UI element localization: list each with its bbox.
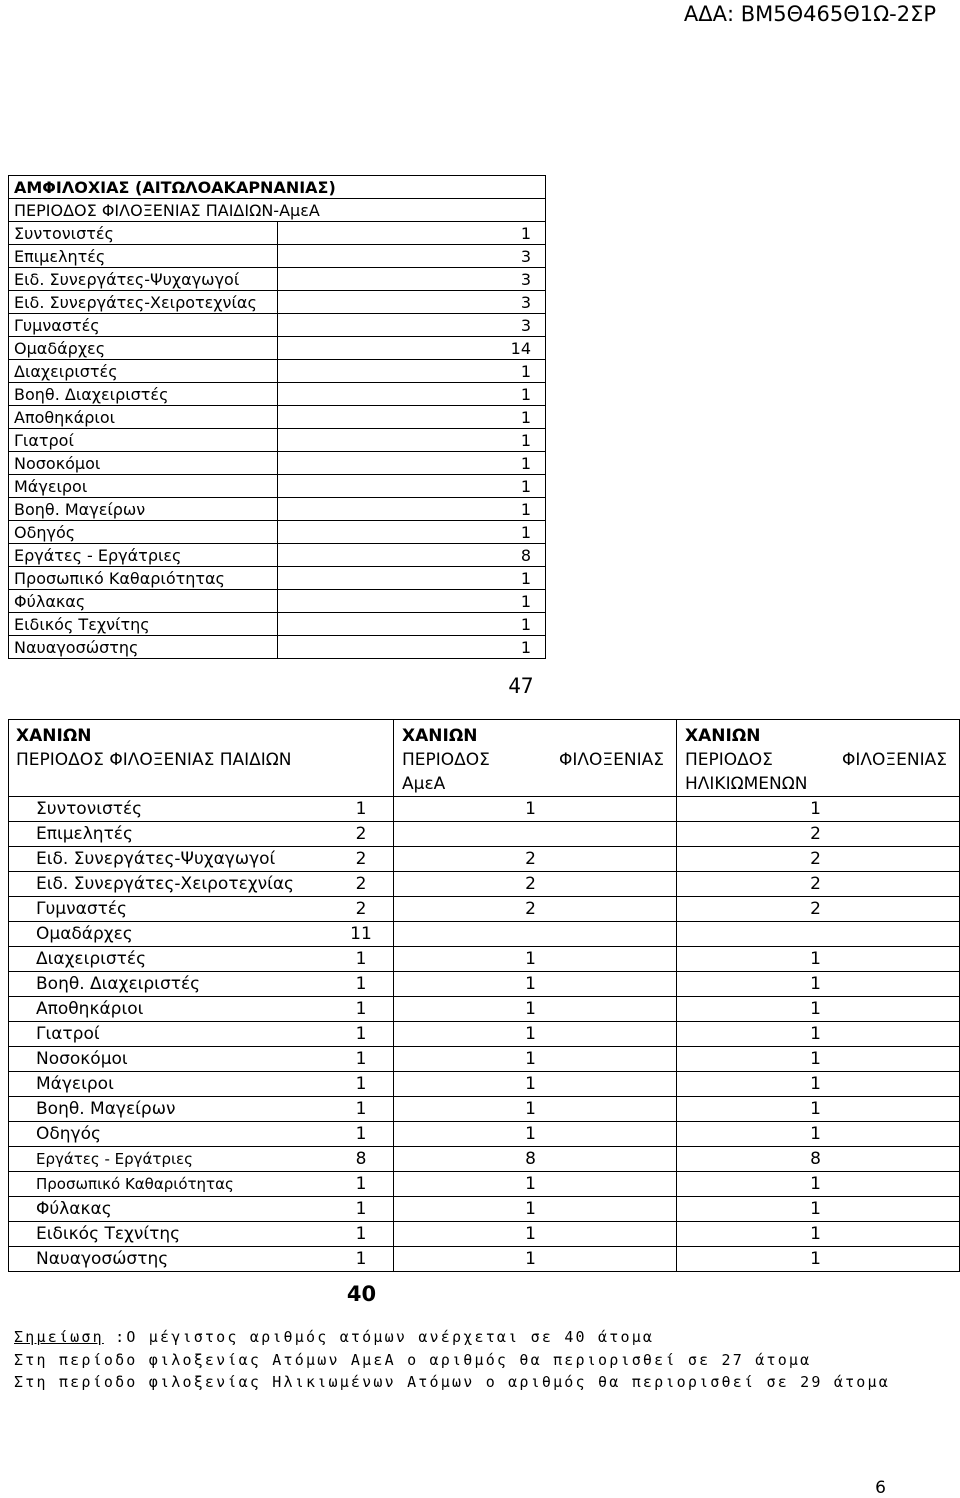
row-value: 1 (277, 613, 546, 636)
table-row (9, 590, 546, 613)
row-value-col3: 1 (677, 972, 960, 997)
row-value-col2: 1 (394, 1022, 677, 1047)
total-row (9, 659, 546, 698)
row-value-col1: 2 (355, 898, 367, 919)
row-value-col3: 1 (677, 1172, 960, 1197)
row-value-col3: 1 (677, 1047, 960, 1072)
table-row (9, 245, 546, 268)
row-value-col3 (677, 922, 960, 947)
row-value-col3: 1 (677, 1097, 960, 1122)
table-row (9, 1122, 960, 1147)
row-label: Ειδ. Συνεργάτες-Ψυχαγωγοί (9, 268, 278, 291)
row-label: Αποθηκάριοι (9, 406, 278, 429)
row-label: Προσωπικό Καθαριότητας (9, 567, 278, 590)
row-value-col1: 1 (355, 1198, 367, 1219)
col3-title: ΧΑΝΙΩΝ (685, 726, 761, 746)
row-value-col3: 1 (677, 1197, 960, 1222)
row-value-col1: 1 (355, 1098, 367, 1119)
row-value: 1 (277, 429, 546, 452)
table-row (9, 613, 546, 636)
row-label-cell (9, 1147, 394, 1172)
row-value-col3: 1 (677, 1022, 960, 1047)
row-value-col1: 1 (355, 1173, 367, 1194)
table-row (9, 429, 546, 452)
row-label: Βοηθ. Διαχειριστές (9, 383, 278, 406)
row-value-col1: 1 (355, 1223, 367, 1244)
row-value: 1 (277, 383, 546, 406)
row-value-col2: 1 (394, 1172, 677, 1197)
row-value-col2 (394, 822, 677, 847)
row-label: Συντονιστές (36, 798, 143, 819)
table-row (9, 383, 546, 406)
table-row (9, 222, 546, 245)
row-label-cell (9, 1022, 394, 1047)
col1-header (9, 720, 394, 797)
row-label: Νοσοκόμοι (9, 452, 278, 475)
row-value: 1 (277, 222, 546, 245)
table-row (9, 268, 546, 291)
row-value: 1 (277, 567, 546, 590)
row-value-col2: 1 (394, 1197, 677, 1222)
table-row (9, 406, 546, 429)
row-value-col3: 1 (677, 1222, 960, 1247)
table-row (9, 521, 546, 544)
row-value-col1: 2 (355, 823, 367, 844)
total-spacer (677, 1272, 960, 1307)
row-label-cell (9, 1097, 394, 1122)
ada-header: ΑΔΑ: ΒΜ5Θ465Θ1Ω-2ΣΡ (683, 2, 936, 26)
row-value-col2: 1 (394, 1122, 677, 1147)
col3-sub-a: ΠΕΡΙΟΔΟΣ (685, 750, 773, 770)
total-row (9, 1272, 960, 1307)
note-line-1 (14, 1326, 914, 1349)
row-value: 1 (277, 406, 546, 429)
row-value-col1: 8 (355, 1148, 367, 1169)
row-value-col3: 1 (677, 947, 960, 972)
table-row (9, 1147, 960, 1172)
note-label: Σημείωση (14, 1328, 104, 1346)
col2-sub-c: ΑμεΑ (402, 774, 446, 794)
row-label: Εργάτες - Εργάτριες (9, 544, 278, 567)
table-row (9, 475, 546, 498)
table-row (9, 972, 960, 997)
row-value-col1: 1 (355, 948, 367, 969)
row-value-col1: 1 (355, 1123, 367, 1144)
row-value-col3: 1 (677, 1122, 960, 1147)
row-value-col3: 1 (677, 1247, 960, 1272)
table-row (9, 314, 546, 337)
col2-header (394, 720, 677, 797)
col2-title: ΧΑΝΙΩΝ (402, 726, 478, 746)
row-value-col3: 2 (677, 847, 960, 872)
row-label: Φύλακας (9, 590, 278, 613)
row-value: 3 (277, 245, 546, 268)
total-cell (9, 1272, 394, 1307)
row-value: 1 (277, 498, 546, 521)
row-label: Μάγειροι (36, 1073, 114, 1094)
table-row (9, 897, 960, 922)
note-line-2: Στη περίοδο φιλοξενίας Ατόμων ΑμεΑ ο αριθμός θα περιορισθεί σε 27 άτομα (14, 1350, 812, 1369)
row-label-cell (9, 897, 394, 922)
row-value: 1 (277, 590, 546, 613)
table-row (9, 1072, 960, 1097)
row-value: 1 (277, 636, 546, 659)
row-label: Διαχειριστές (9, 360, 278, 383)
row-label-cell (9, 947, 394, 972)
table-row (9, 498, 546, 521)
row-label-cell (9, 1222, 394, 1247)
row-label-cell (9, 872, 394, 897)
row-value-col1: 1 (355, 1248, 367, 1269)
row-value-col2: 2 (394, 897, 677, 922)
row-label-cell (9, 822, 394, 847)
row-value: 1 (277, 452, 546, 475)
row-value-col2: 1 (394, 1097, 677, 1122)
row-label-cell (9, 1197, 394, 1222)
col3-sub-b: ΦΙΛΟΞΕΝΙΑΣ (842, 750, 947, 770)
page-number: 6 (875, 1478, 886, 1498)
table-row (9, 1047, 960, 1072)
row-value-col2: 2 (394, 847, 677, 872)
table-row (9, 636, 546, 659)
note-line-1-text: :Ο μέγιστος αριθμός ατόμων ανέρχεται σε 40 άτομα (103, 1328, 655, 1346)
row-label: Ειδικός Τεχνίτης (36, 1223, 181, 1244)
row-value-col2 (394, 922, 677, 947)
row-value-col1: 2 (355, 873, 367, 894)
row-label: Οδηγός (9, 521, 278, 544)
row-label-cell (9, 1047, 394, 1072)
row-label: Ειδικός Τεχνίτης (9, 613, 278, 636)
row-label-cell (9, 1247, 394, 1272)
note-line-3: Στη περίοδο φιλοξενίας Ηλικιωμένων Ατόμων ο αριθμός θα περιορισθεί σε 29 άτομα (14, 1373, 890, 1391)
row-value: 3 (277, 314, 546, 337)
row-value-col1: 2 (355, 848, 367, 869)
row-label: Επιμελητές (36, 823, 133, 844)
table-row (9, 872, 960, 897)
row-label: Ναυαγοσώστης (36, 1248, 169, 1269)
table-row (9, 947, 960, 972)
row-label: Οδηγός (36, 1123, 101, 1144)
row-label: Αποθηκάριοι (36, 998, 144, 1019)
col3-header (677, 720, 960, 797)
row-value-col2: 2 (394, 872, 677, 897)
table1-subtitle: ΠΕΡΙΟΔΟΣ ΦΙΛΟΞΕΝΙΑΣ ΠΑΙΔΙΩΝ-ΑμεΑ (9, 199, 546, 222)
row-label: Ειδ. Συνεργάτες-Χειροτεχνίας (36, 873, 295, 894)
table-row (9, 1022, 960, 1047)
table-row (9, 847, 960, 872)
row-value-col3: 2 (677, 872, 960, 897)
row-value: 8 (277, 544, 546, 567)
row-value-col1: 1 (355, 973, 367, 994)
row-value-col2: 1 (394, 997, 677, 1022)
row-value-col1: 11 (350, 923, 372, 944)
row-label: Επιμελητές (9, 245, 278, 268)
row-value-col3: 1 (677, 997, 960, 1022)
table-row (9, 822, 960, 847)
col1-title: ΧΑΝΙΩΝ (16, 726, 92, 746)
table2-header-row (9, 720, 960, 797)
staff-table-chanion (8, 719, 960, 1306)
row-label: Προσωπικό Καθαριότητας (36, 1174, 234, 1193)
row-label-cell (9, 922, 394, 947)
total-spacer (394, 1272, 677, 1307)
row-value-col3: 8 (677, 1147, 960, 1172)
row-label: Βοηθ. Μαγείρων (9, 498, 278, 521)
table-row (9, 291, 546, 314)
table-row (9, 1097, 960, 1122)
row-label: Ειδ. Συνεργάτες-Ψυχαγωγοί (36, 848, 276, 869)
row-value-col2: 1 (394, 1247, 677, 1272)
table-row (9, 997, 960, 1022)
row-label: Ομαδάρχες (9, 337, 278, 360)
table-row (9, 797, 960, 822)
table2-total: 40 (346, 1282, 377, 1306)
row-value-col1: 1 (355, 1048, 367, 1069)
col1-subtitle: ΠΕΡΙΟΔΟΣ ΦΙΛΟΞΕΝΙΑΣ ΠΑΙΔΙΩΝ (16, 750, 292, 770)
row-label: Ομαδάρχες (36, 923, 133, 944)
table-row (9, 360, 546, 383)
table-row (9, 544, 546, 567)
row-value: 3 (277, 268, 546, 291)
table-row (9, 337, 546, 360)
row-value-col3: 1 (677, 1072, 960, 1097)
row-value-col1: 1 (355, 1073, 367, 1094)
row-label: Γιατροί (36, 1023, 100, 1044)
row-label-cell (9, 1172, 394, 1197)
row-label: Μάγειροι (9, 475, 278, 498)
col2-sub-a: ΠΕΡΙΟΔΟΣ (402, 750, 490, 770)
row-label: Φύλακας (36, 1198, 112, 1219)
notes-block (14, 1326, 914, 1394)
row-label: Ειδ. Συνεργάτες-Χειροτεχνίας (9, 291, 278, 314)
row-label: Γυμναστές (9, 314, 278, 337)
col3-sub-c: ΗΛΙΚΙΩΜΕΝΩΝ (685, 774, 808, 794)
staff-table-amfilochias (8, 175, 546, 697)
row-label: Γιατροί (9, 429, 278, 452)
row-label-cell (9, 797, 394, 822)
table-row (9, 1172, 960, 1197)
row-label: Γυμναστές (36, 898, 128, 919)
table-row (9, 567, 546, 590)
row-label-cell (9, 1072, 394, 1097)
table1-title: ΑΜΦΙΛΟΧΙΑΣ (ΑΙΤΩΛΟΑΚΑΡΝΑΝΙΑΣ) (9, 176, 546, 199)
row-label: Βοηθ. Μαγείρων (36, 1098, 176, 1119)
row-value-col2: 1 (394, 1072, 677, 1097)
row-value-col3: 2 (677, 822, 960, 847)
total-spacer (9, 659, 278, 698)
row-value-col1: 1 (355, 798, 367, 819)
row-label: Βοηθ. Διαχειριστές (36, 973, 201, 994)
col2-sub-b: ΦΙΛΟΞΕΝΙΑΣ (559, 750, 664, 770)
row-label-cell (9, 972, 394, 997)
row-value-col2: 1 (394, 1047, 677, 1072)
table-row (9, 1222, 960, 1247)
table-row (9, 1197, 960, 1222)
row-label: Συντονιστές (9, 222, 278, 245)
row-value: 1 (277, 475, 546, 498)
row-label: Διαχειριστές (36, 948, 147, 969)
row-value-col2: 8 (394, 1147, 677, 1172)
row-value-col3: 1 (677, 797, 960, 822)
table-row (9, 922, 960, 947)
row-label: Εργάτες - Εργάτριες (36, 1149, 193, 1168)
row-value-col1: 1 (355, 1023, 367, 1044)
row-value-col3: 2 (677, 897, 960, 922)
row-label-cell (9, 1122, 394, 1147)
row-value-col1: 1 (355, 998, 367, 1019)
table1-total: 47 (508, 674, 534, 698)
row-label: Ναυαγοσώστης (9, 636, 278, 659)
row-value-col2: 1 (394, 797, 677, 822)
row-label-cell (9, 847, 394, 872)
table-row (9, 1247, 960, 1272)
row-value: 3 (277, 291, 546, 314)
row-value-col2: 1 (394, 947, 677, 972)
table-row (9, 452, 546, 475)
row-label-cell (9, 997, 394, 1022)
row-label: Νοσοκόμοι (36, 1048, 128, 1069)
row-value: 1 (277, 521, 546, 544)
row-value: 1 (277, 360, 546, 383)
row-value-col2: 1 (394, 1222, 677, 1247)
row-value-col2: 1 (394, 972, 677, 997)
row-value: 14 (277, 337, 546, 360)
